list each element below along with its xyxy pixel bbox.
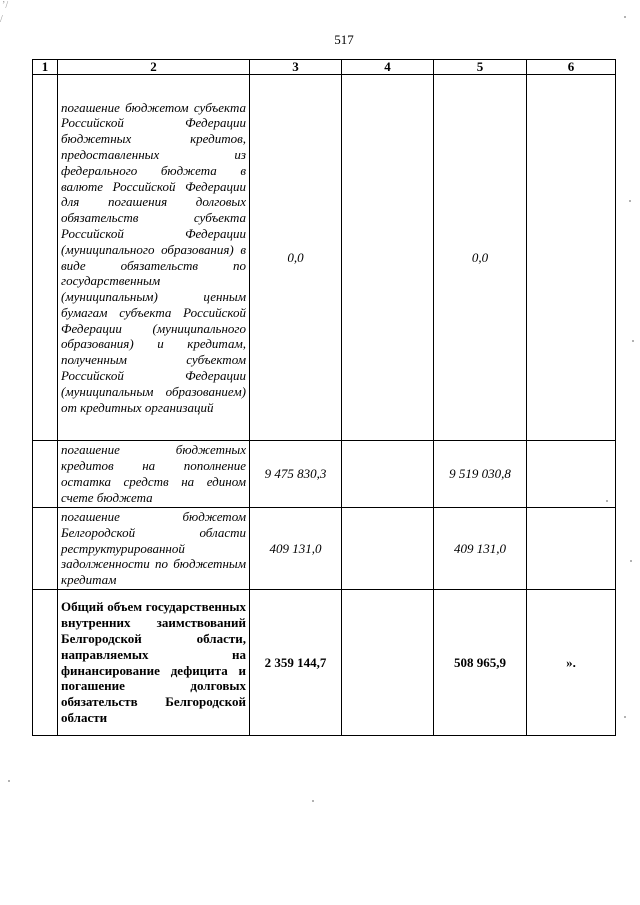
- description-cell: погашение бюджетных кредитов на пополнение остатка средств на едином счете бюджета: [58, 441, 250, 508]
- header-row: [33, 60, 616, 75]
- header-col-2: 2: [58, 60, 250, 75]
- scan-speck: [629, 200, 631, 202]
- table-row: [33, 441, 616, 508]
- value-cell-col4: [342, 75, 434, 441]
- value-cell-col3: 0,0: [250, 75, 342, 441]
- scan-mark: ʼ/: [2, 0, 9, 11]
- scan-speck: [624, 16, 626, 18]
- description-cell: погашение бюджетом Белгородской области реструктурированной задолженности по бюджетным кредитам: [58, 508, 250, 590]
- table-row-total: [33, 590, 616, 736]
- value-cell-col3: 409 131,0: [250, 508, 342, 590]
- value-cell-col3: 9 475 830,3: [250, 441, 342, 508]
- scan-speck: [312, 800, 314, 802]
- total-value-col4: [342, 590, 434, 736]
- description-cell: погашение бюджетом субъекта Российской Федерации бюджетных кредитов, предоставленных из федерального бюджета в валюте Российской Федерации для погашения долговых обязательств субъекта Российской Федерации (муниципального образования) в виде обязательств по государственным (муниципальным) ценным бумагам субъекта Российской Федерации (муниципального образования) и кредитам, полученным субъектом Российской Федерации (муниципальным образованием) от кредитных организаций: [58, 75, 250, 441]
- total-value-col3: 2 359 144,7: [250, 590, 342, 736]
- total-description-cell: Общий объем государственных внутренних заимствований Белгородской области, направляемых на финансирование дефицита и погашение долговых обязательств Белгородской области: [58, 590, 250, 736]
- value-cell-col5: 409 131,0: [434, 508, 527, 590]
- row-number-cell: [33, 508, 58, 590]
- scan-speck: [630, 560, 632, 562]
- value-cell-col5: 9 519 030,8: [434, 441, 527, 508]
- scan-speck: [632, 340, 634, 342]
- table-row: [33, 508, 616, 590]
- scan-mark: /: [0, 14, 3, 25]
- scan-speck: [8, 780, 10, 782]
- row-number-cell: [33, 441, 58, 508]
- header-col-4: 4: [342, 60, 434, 75]
- header-col-1: 1: [33, 60, 58, 75]
- row-number-cell: [33, 75, 58, 441]
- table-row: [33, 75, 616, 441]
- row-number-cell: [33, 590, 58, 736]
- value-cell-col6: [527, 441, 616, 508]
- page-number: 517: [334, 32, 354, 47]
- header-col-3: 3: [250, 60, 342, 75]
- total-value-col6: ».: [527, 590, 616, 736]
- scan-speck: [624, 716, 626, 718]
- value-cell-col6: [527, 508, 616, 590]
- budget-table: [32, 59, 616, 736]
- header-col-6: 6: [527, 60, 616, 75]
- value-cell-col5: 0,0: [434, 75, 527, 441]
- value-cell-col4: [342, 508, 434, 590]
- value-cell-col4: [342, 441, 434, 508]
- value-cell-col6: [527, 75, 616, 441]
- header-col-5: 5: [434, 60, 527, 75]
- total-value-col5: 508 965,9: [434, 590, 527, 736]
